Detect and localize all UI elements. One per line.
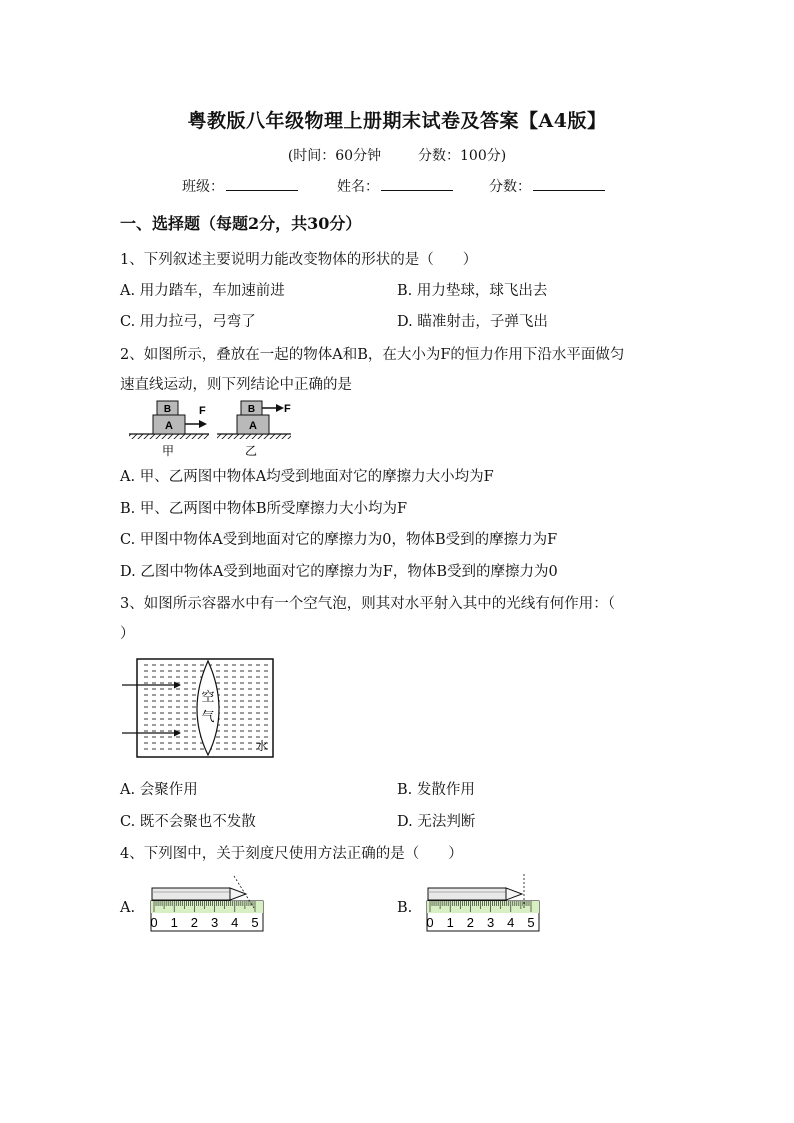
score-label: 分数： — [489, 179, 531, 195]
section-heading: 一、选择题（每题2分，共30分） — [120, 214, 362, 233]
ruler-tick-label: 5 — [251, 915, 259, 930]
q3-figure — [118, 655, 280, 761]
water-label: 水 — [256, 739, 269, 753]
ruler-scale-band — [151, 901, 263, 913]
exam-subtitle — [0, 145, 794, 165]
exam-total-score: 分数：100分) — [418, 148, 507, 164]
q3-option-a: A. 会聚作用 — [120, 782, 198, 798]
q4-option-a-label: A. — [120, 900, 136, 916]
ruler-tick-label: 2 — [190, 915, 199, 930]
force-label-jia: F — [199, 405, 206, 417]
ruler-tick-label: 0 — [150, 915, 158, 930]
force-label-yi: F — [284, 403, 291, 415]
bubble-label-2: 气 — [201, 709, 215, 724]
question-3-stem-line1: 3、如图所示容器水中有一个空气泡，则其对水平射入其中的光线有何作用：（ — [120, 596, 615, 612]
question-4-stem: 4、下列图中，关于刻度尺使用方法正确的是（ ） — [120, 846, 463, 862]
pencil-tip — [506, 888, 522, 900]
class-label: 班级： — [182, 179, 224, 195]
question-3-stem-line2: ） — [120, 626, 135, 642]
q1-option-b: B. 用力垫球，球飞出去 — [397, 283, 548, 299]
figure-label-jia: 甲 — [162, 444, 175, 458]
ruler-tick-label: 2 — [466, 915, 475, 930]
q2-figure — [125, 398, 295, 460]
q1-option-c: C. 用力拉弓，弓弯了 — [120, 314, 256, 330]
ruler-scale-band — [427, 901, 539, 913]
label-a-jia: A — [165, 420, 173, 432]
ground-hatch-yi — [217, 434, 291, 439]
ruler-tick-label: 1 — [446, 915, 454, 930]
pencil-tip — [230, 888, 246, 900]
q4-option-b-label: B. — [397, 900, 413, 916]
page-title: 粤教版八年级物理上册期末试卷及答案【A4版】 — [187, 110, 607, 132]
label-b-yi: B — [247, 404, 256, 415]
q3-option-c: C. 既不会聚也不发散 — [120, 814, 256, 830]
name-field — [337, 176, 453, 196]
label-b-jia: B — [163, 404, 172, 415]
class-blank — [226, 176, 298, 191]
ruler-tick-label: 4 — [507, 915, 515, 930]
name-blank — [381, 176, 453, 191]
bubble-label-1: 空 — [201, 689, 215, 704]
q3-option-b: B. 发散作用 — [397, 782, 475, 798]
ruler-tick-label: 3 — [210, 915, 219, 930]
q1-option-d: D. 瞄准射击，子弹飞出 — [397, 314, 548, 330]
q4-ruler-a — [146, 872, 266, 936]
q1-option-a: A. 用力踏车，车加速前进 — [120, 283, 285, 299]
score-field — [489, 176, 605, 196]
force-arrowhead-jia — [199, 420, 207, 428]
q2-option-d: D. 乙图中物体A受到地面对它的摩擦力为F，物体B受到的摩擦力为0 — [120, 564, 558, 580]
question-2-stem-line1: 2、如图所示，叠放在一起的物体A和B，在大小为F的恒力作用下沿水平面做匀 — [120, 347, 625, 363]
q2-option-b: B. 甲、乙两图中物体B所受摩擦力大小均为F — [120, 501, 408, 517]
question-2-stem-line2: 速直线运动，则下列结论中正确的是 — [120, 377, 352, 393]
class-field — [182, 176, 298, 196]
q3-option-d: D. 无法判断 — [397, 814, 476, 830]
ruler-tick-label: 1 — [170, 915, 178, 930]
force-arrowhead-yi — [276, 404, 284, 412]
name-label: 姓名： — [337, 179, 379, 195]
ruler-tick-label: 5 — [527, 915, 535, 930]
figure-label-yi: 乙 — [245, 444, 258, 458]
ruler-tick-label: 0 — [426, 915, 434, 930]
ground-hatch-jia — [129, 434, 209, 439]
ruler-tick-label: 3 — [486, 915, 495, 930]
pencil-body — [152, 888, 230, 900]
exam-time: (时间：60分钟 — [287, 148, 382, 164]
label-a-yi: A — [249, 420, 257, 432]
pencil-body — [428, 888, 506, 900]
question-1-stem: 1、下列叙述主要说明力能改变物体的形状的是（ ） — [120, 252, 478, 268]
score-blank — [533, 176, 605, 191]
q2-option-a: A. 甲、乙两图中物体A均受到地面对它的摩擦力大小均为F — [120, 469, 494, 485]
q2-option-c: C. 甲图中物体A受到地面对它的摩擦力为0，物体B受到的摩擦力为F — [120, 532, 558, 548]
q4-ruler-b — [422, 872, 542, 936]
ruler-tick-label: 4 — [231, 915, 239, 930]
